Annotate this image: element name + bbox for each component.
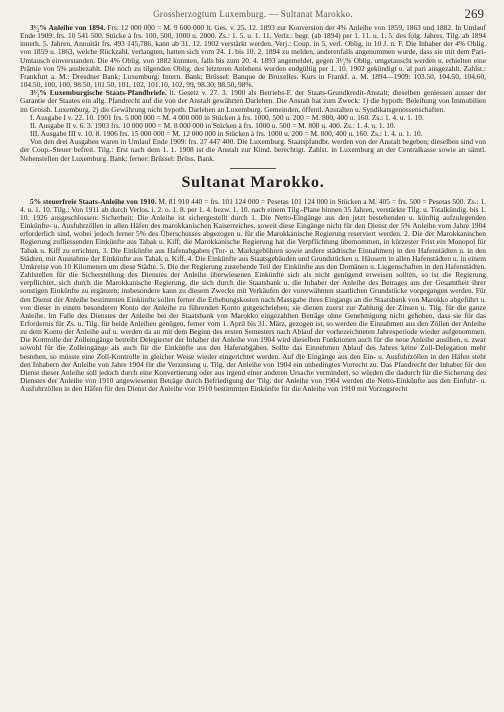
anleihe-1910-title: 5% steuerfreie Staats-Anleihe von 1910.: [30, 196, 157, 206]
pfandbriefe-title: 3¹⁄₂% Luxemburgische Staats-Pfandbriefe.: [30, 88, 167, 98]
anleihe-1894-text: Frs. 12 000 000 = M. 9 600 000 lt. Ges. v. 25. 12. 1893 zur Konversion der 4% Anleihe von 1859, 1863 und 1882. In Umlauf Ende 1909: frs. 10 541 500. Stücke à frs. 100, 500, 1000 u. 2000. Zs.: 1. 5. u. 1. 11. Verlz.: begr. (ab 1894) per 1. 11. u. 1. 5. des folg. Jahres. Tilg. ab 1894 innerh. 5. Jahren, Annuität frs. 493 145,786, kann ab 31. 12. 1902 verstärkt werden. Verj.: Coup. in 5, verl. Oblig. in 10 J. n. F. Die Inhaber der 4% Oblig. von 1859 u. 1863, welche Rückzahl. verlangten, hatten sich vom 24. 1. bis 10. 2. 1894 zu melden, anderenfalls angenommen wurde, dass sie mit dem Pari-Umtausch einverstanden. Die 4% Oblig. von 1882 konnten, falls bis zum 20. 4. 1893 angemeldet, gegen 3¹⁄₂% Oblig. umgetauscht werden u. erhielten eine Prämie von 5% ausbezahlt. Die noch zu tilgenden Oblig. des letzteren Anlehens wurden endgültig per 1. 10. 1902 gekündigt u. al pari ausgezahlt. Zahlst.: Frankfurt a. M.: Dresdner Bank; Luxemburg: Intern. Bank; Brüssel: Banque de Bruxelles. Kurs in Frankf. a. M. 1894—1909: 103.50, 104.50, 104.60, 104.50, 100, 100, 98.50, 101.50, 101, 102, 101.10, 102, 99, 98.30, 98.50, 98%.: [20, 23, 487, 90]
pfandbriefe-summary: Von den drei Ausgaben waren in Umlauf Ende 1909: frs. 27 447 400. Die Luxemburg. Staatspfandbr. werden von der Anstalt begeben; dieselben sind von der Coup.-Steuer befreit. Tilg.: Erst nach dem 1. 1. 1908 ist die Anstalt zur Künd. berechtigt. Zahlst. in Luxemburg an der Centralkasse sowie an sämtl. Nebenstellen der Luxemburg. Bank; ferner: Brüssel: Brüss. Bank.: [20, 137, 486, 163]
section-divider: [230, 168, 276, 169]
paragraph-anleihe-1894: [20, 24, 486, 89]
anleihe-1910-text: M. 81 910 440 = frs. 101 124 000 = Pesetas 101 124 000 in Stücken a M. 405 = frs. 500 = Pesetas 500. Zs.: 1. 4. u. 1. 10. Tilg.: Von 1911 ab durch Verlos. i. 2. o. 1. 8. per 1. 4. bezw. 1. 10. nach einem Tilg.-Plane binnen 35 Jahren, verstärkte Tilg. u. Totalkündig. bis 1. 10. 1926 ausgeschlossen. Sicherheit: Die Anleihe ist sichergestellt durch 1. Die Netto-Eingänge aus den jetzt bestehenden u. künftig aufzulegenden Einkünfte- u. Ausfuhrzöllen in allen Häfen des marokkanischen Kaiserreiches, soweit diese Eingänge nicht für den Dienst der 5% Anleihe vom Jahre 1904 erforderlich sind, wobei jedoch ferner 5% des Überschusses abgezogen u. für die Marokkanische Regierung reserviert werden. 2. Die der Marokkanischen Regierung zufliessenden Einkünfte aus Tabak u. Kiff; die Marokkanische Regierung hat die Verpflichtung übernommen, in kürzester Frist ein Monopol für Tabak u. Kiff zu errichten. 3. Die Einkünfte aus Hafenabgaben (Tor- u. Marktgebühren sowie andere städtische Einnahmen) in den Hafenstädten u. in den Städten, mit Ausnahme der Einkünfte aus Tabak u. Kiff. 4. Die Einkünfte aus Staatsgebäuden und Grundstücken u. Häusern in allen Hafenstädten u. in einem Umkreise von 10 Kilometern um diese Städte. 5. Die der Regierung zustehende Teil der Einkünfte aus den Domänen u. Liegenschaften in den Hafenstädten. Zahlstellen für die Sicherstellung des Dienstes der Anleihe überwiesenen Einkünfte sich als nicht genügend erweisen sollten, so ist die Regierung verpflichtet, sich durch die Marokkanische Regierung, die sich durch die Staatsbank u. die Inhaber der Anleihe des Betrages aus der Gesamtheit ihrer sonstigen Einkünfte zu ergänzen; insbesondere kann zu diesem Zwecke mit Verkäufen der vorerwähnten staatlichen Grundstücke vorgegangen werden. Für den Dienst der Anleihe bestimmten Einkünfte sollen ferner die Erhebungskosten nach Massgabe ihres Eingangs an die Staatsbank von Marokko abgeführt u. von dieser in einem besonderen Konto der Anleihe zu führenden Konto gutgeschrieben; sie dienen zuerst zur Zahlung der Zinsen u. Tilg. für die ganze Anleihe. Im Falle des Dienstes der Anleihe bei der Staatsbank von Marokko eingezahlten Beträge ohne Genehmigung nicht gehoben, dass sie für das Erfordernis für Zs. u. Tilg. für beide Anleihen genügen, ferner vom 1. April bis 31. März, gezogen ist, so werden die Einnahmen aus den Zöllen der Anleihe zu dem Konto der Anleihe auf u. werden da an mit dem Beginn des ersten Semesters nach Ablauf der vorhezeichneten Jahresperiode wieder aufgenommen. Die Kontrolle der Zolleingänge betreibt Delegierter der Inhaber der Anleihe von 1904 wird dieselben Funktionen auch für die neue Anleihe ausüben, u. zwar sowohl für die Zolleingänge als auch für die Einkünfte aus den Hafenabgaben. Sollte das Einnehmen Ablauf des Jahres keine Zoll-Delegation mehr bestehen, so müsste eine Zoll-Kontrolle in gleicher Weise wieder eingerichtet werden. Auf die Eingänge aus den Ein- u. Ausfuhrzöllen in den Häfen steht den Inhabern der Anleihe von Jahre 1904 für die Verzinsung u. Tilg. der Anleihe von 1904 ein unbedingtes Vorrecht zu. Das Pfandrecht der Inhaber für den Dienst dieser Anleihe soll jedoch durch eine Konvertierung oder aus irgend einer anderen Ursache vermindert, so würden die dadurch für die Sicherung des Dienstes der Anleihe von 1910 angewiesenen Beträge durch Befriedigung der Tilg. der Anleihe von 1904 werden die Netto-Einkünfte aus den Einfuhr- u. Ausfuhrzöllen in den Häfen für den Dienst der Anleihe von 1910 bestimmten Einkünfte für die Anleihe von 1910 mit Vorzugsrecht: [20, 196, 486, 394]
running-head: Grossherzogtum Luxemburg. — Sultanat Marokko.: [153, 9, 353, 19]
paragraph-pfandbriefe: [20, 89, 486, 113]
pfandbriefe-ausgabe-1: I. Ausgabe I v. 22. 10. 1901 frs. 5 000 000 = M. 4 000 000 in Stücken à frs. 1000, 500 u. 200 = M. 800, 400 u. 160. Zs.: 1. 4. u. 1. 10.: [30, 112, 424, 122]
pfandbriefe-ausgabe-3: III. Ausgabe III v. 10. 8. 1906 frs. 15 000 000 = M. 12 000 000 in Stücken à frs. 1000 u. 200 = M. 800, 400 u. 160. Zs.: 1. 4. u. 1. 10.: [30, 129, 423, 139]
section-title-marokko: Sultanat Marokko.: [181, 173, 325, 191]
paragraph-anleihe-1910: [20, 198, 486, 394]
anleihe-1894-title: 3¹⁄₂% Anleihe von 1894.: [30, 23, 106, 32]
page-number: 269: [464, 6, 484, 21]
pfandbriefe-ausgabe-2: II. Ausgabe II v. 6. 3. 1903 frs. 10 000 000 = M. 8 000 000 in Stücken à frs. 1000 u. 500 = M. 800 u. 400. Zs.: 1. 4. u. 1. 10.: [30, 120, 396, 130]
pfandbriefe-text: lt. Gesetz v. 27. 3. 1900 als Betriebs-F. der Staats-Grundkredit-Anstalt; dieselben geniessen ausser der Garantie der Staates ein allg. Pfandrecht auf die von der Anstalt gewährten Darlehen. Die Anstalt hat zum Zweck: 1) die hypoth. Beleihung von Immobilien im Grossh. Luxemburg. 2) die Gewährung nicht hypoth. Darlehen an Luxemburg. Gemeinden, öffentl. Anstalten u. Syndikatsgenossenschaften.: [20, 88, 486, 114]
page-header: [20, 6, 486, 24]
